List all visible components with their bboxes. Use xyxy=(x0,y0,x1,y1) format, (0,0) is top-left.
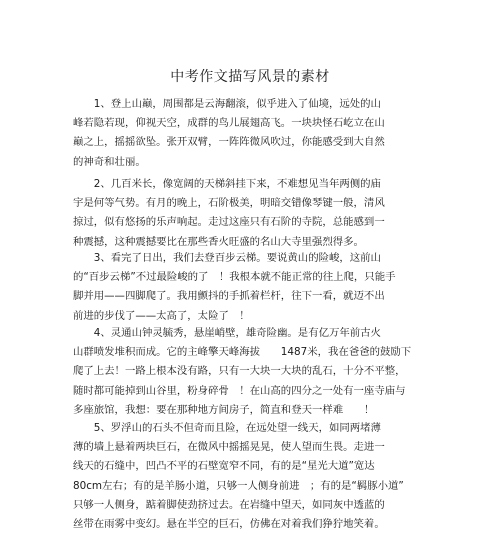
paragraph-line: 的神奇和壮丽。 xyxy=(73,155,146,168)
paragraph-line: 峰若隐若现，仰视天空，成群的鸟儿展翅高飞。一块块怪石屹立在山 xyxy=(73,117,385,130)
paragraph-line: 5、罗浮山的石头不但奇而且险，在远处望一线天，如同两堵薄 xyxy=(73,422,381,434)
paragraph-line: 线天的石缝中，凹凸不平的石壁宽窄不同，有的是“星光大道”宽达 xyxy=(73,460,375,473)
paragraph-line: 1、登上山巅，周围都是云海翻滚，似乎进入了仙境，远处的山 xyxy=(73,98,381,110)
paragraph-line: 80cm左右；有的是羊肠小道，只够一人侧身前进 ；有的是“羁豚小道” xyxy=(73,479,404,492)
paragraph-line: 2、几百米长，像宽阔的天梯斜挂下来，不难想见当年两侧的庙 xyxy=(73,178,381,190)
paragraph-line: 3、看完了日出，我们去登百步云梯。要说黄山的险峻，这前山 xyxy=(73,252,381,264)
paragraph-line: 脚并用——四脚爬了。我用颤抖的手抓着栏杆，往下一看，就迈不出 xyxy=(73,290,385,303)
paragraph-5 xyxy=(73,419,433,534)
paragraph-line: 宇是何等气势。有月的晚上，石阶极美，明暗交错像琴键一般，清风 xyxy=(73,197,385,210)
paragraph-line: 前进的步伐了——太高了，太险了 ！ xyxy=(73,309,250,322)
paragraph-line: 种震撼，这种震撼要比在那些香火旺盛的名山大寺里强烈得多。 xyxy=(73,235,364,248)
paragraph-line: 只够一人侧身，踮着脚使劲挤过去。在岩缝中望天，如同灰中透蓝的 xyxy=(73,498,385,511)
paragraph-line: 丝带在雨雾中变幻。悬在半空的巨石，仿佛在对着我们狰狞地笑着。 xyxy=(73,518,385,531)
paragraph-line: 多座旅馆，我想：要在那种地方间房子，简直和登天一样难 ！ xyxy=(73,403,375,416)
paragraph-line: 山群喷发堆积而成。它的主峰擎天峰海拔 1487米，我在爸爸的鼓励下 xyxy=(73,346,412,359)
paragraph-3 xyxy=(73,249,433,326)
document-title: 中考作文描写风景的素材 xyxy=(170,69,330,85)
paragraph-line: 掠过，似有悠扬的乐声响起。走过这座只有石阶的寺院，总能感到一 xyxy=(73,216,385,229)
paragraph-line: 薄的墙上悬着两块巨石，在微风中摇摇晃晃，使人望而生畏。走进一 xyxy=(73,441,385,454)
paragraph-line: 巅之上，摇摇欲坠。张开双臂，一阵阵微风吹过，你能感受到大自然 xyxy=(73,136,385,149)
paragraph-4 xyxy=(73,324,433,420)
paragraph-line: 爬了上去！一路上根本没有路，只有一大块一大块的乱石，十分不平整， xyxy=(73,365,406,378)
paragraph-line: 随时都可能掉到山谷里，粉身碎骨 ！在山高的四分之一处有一座寺庙与 xyxy=(73,384,406,397)
paragraph-line: 的“百步云梯”不过最险峻的了 ！我根本就不能正常的往上爬，只能手 xyxy=(73,271,396,284)
paragraph-line: 4、灵通山钟灵毓秀，悬崖峭壁，雄奇险幽。是有亿万年前古火 xyxy=(73,327,381,339)
paragraph-2 xyxy=(73,175,433,252)
paragraph-1 xyxy=(73,95,433,172)
